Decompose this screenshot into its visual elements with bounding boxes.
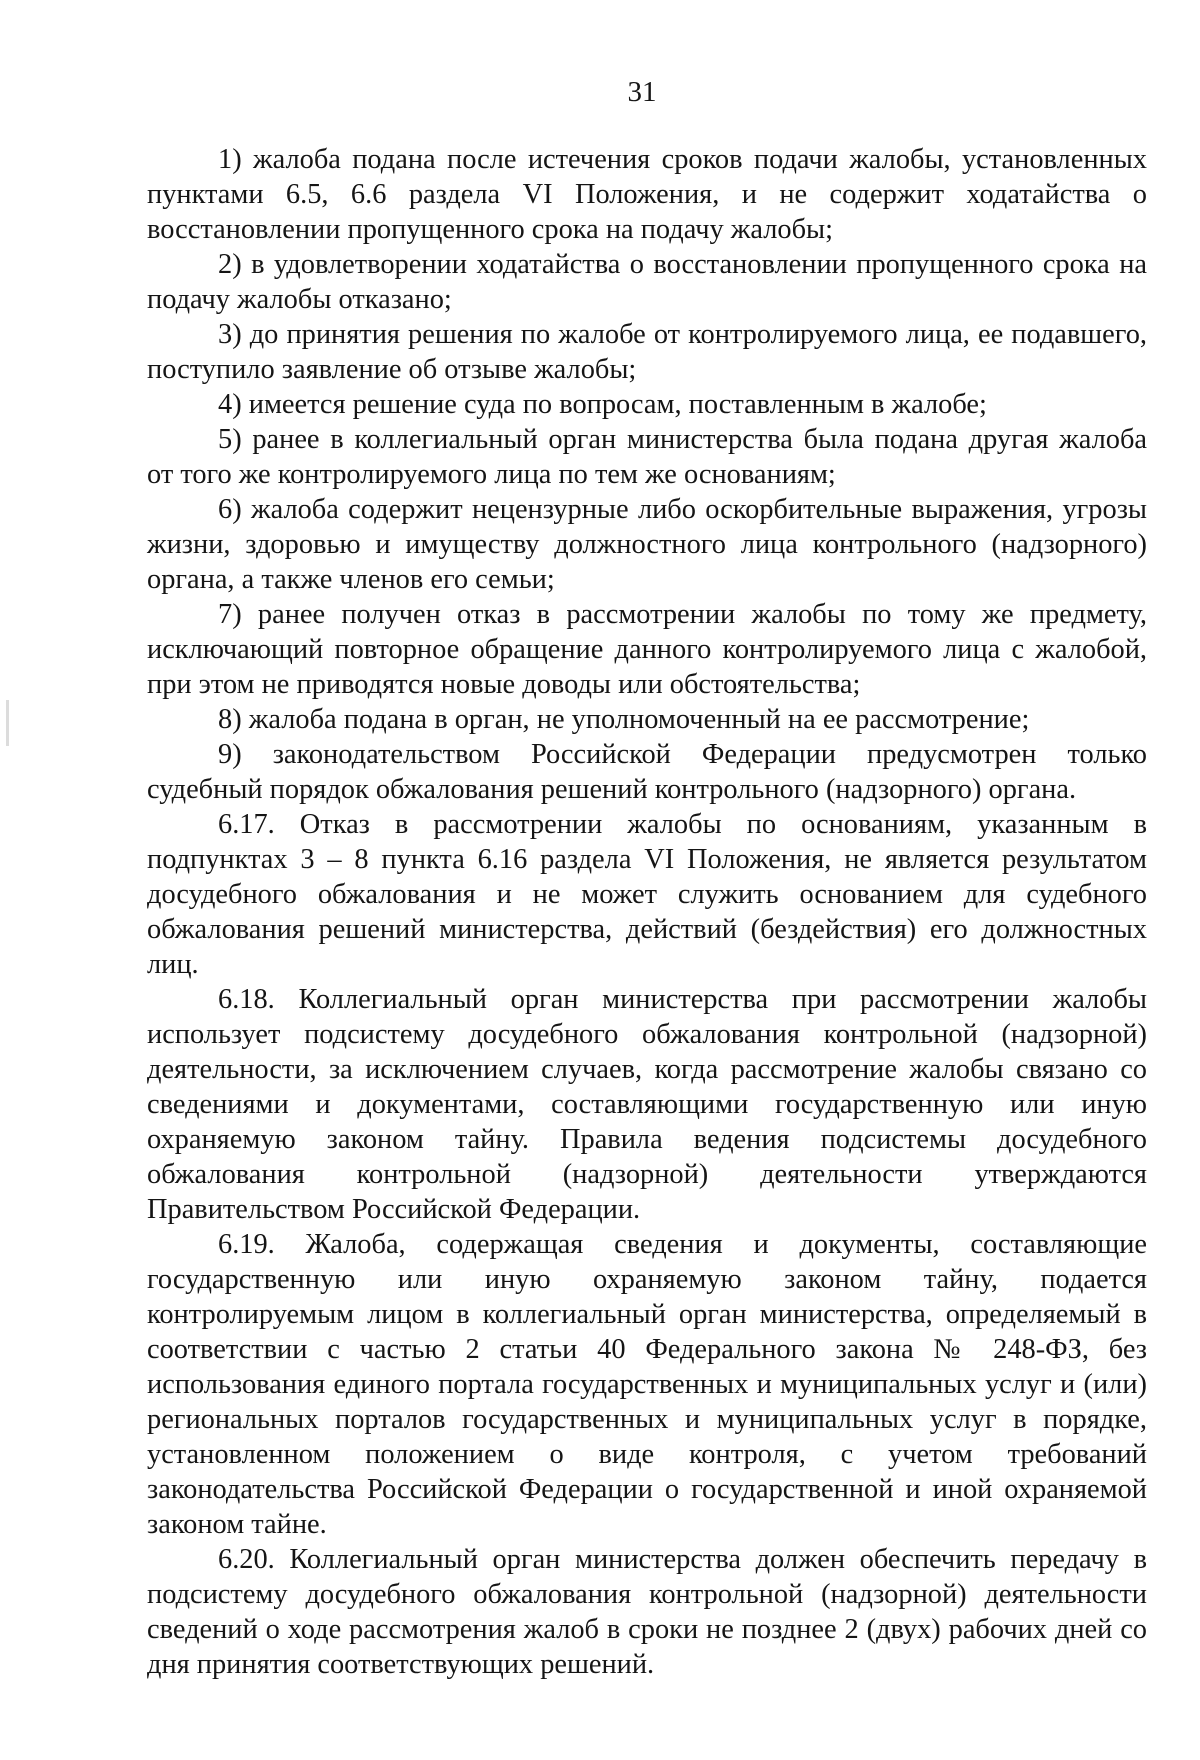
paragraph-item-2: 2) в удовлетворении ходатайства о восстановлении пропущенного срока на подачу жалобы отказано; (147, 249, 1147, 315)
paragraph-item-3: 3) до принятия решения по жалобе от контролируемого лица, ее подавшего, поступило заявление об отзыве жалобы; (147, 319, 1147, 385)
paragraph-item-7: 7) ранее получен отказ в рассмотрении жалобы по тому же предмету, исключающий повторное обращение данного контролируемого лица с жалобой, при этом не приводятся новые доводы или обстоятельства; (147, 599, 1147, 700)
page-number: 31 (627, 76, 657, 108)
paragraph-item-4: 4) имеется решение суда по вопросам, поставленным в жалобе; (218, 389, 987, 420)
section-6-17-paragraph: 6.17. Отказ в рассмотрении жалобы по основаниям, указанным в подпунктах 3 – 8 пункта 6.16 раздела VI Положения, не является результатом досудебного обжалования и не может служить основанием для судебного обжалования решений министерства, действий (бездействия) его должностных лиц. (147, 809, 1147, 980)
scan-edge-mark (6, 700, 9, 746)
section-6-20-paragraph: 6.20. Коллегиальный орган министерства должен обеспечить передачу в подсистему досудебного обжалования контрольной (надзорной) деятельности сведений о ходе рассмотрения жалоб в сроки не позднее 2 (двух) рабочих дней со дня принятия соответствующих решений. (147, 1544, 1147, 1680)
section-6-18-paragraph: 6.18. Коллегиальный орган министерства при рассмотрении жалобы использует подсистему досудебного обжалования контрольной (надзорной) деятельности, за исключением случаев, когда рассмотрение жалобы связано со сведениями и документами, составляющими государственную или иную охраняемую законом тайну. Правила ведения подсистемы досудебного обжалования контрольной (надзорной) деятельности утверждаются Правительством Российской Федерации. (147, 984, 1147, 1225)
document-body (147, 142, 1147, 1682)
paragraph-item-9: 9) законодательством Российской Федерации предусмотрен только судебный порядок обжалования решений контрольного (надзорного) органа. (147, 739, 1147, 805)
paragraph-item-6: 6) жалоба содержит нецензурные либо оскорбительные выражения, угрозы жизни, здоровью и имуществу должностного лица контрольного (надзорного) органа, а также членов его семьи; (147, 494, 1147, 595)
paragraph-item-1: 1) жалоба подана после истечения сроков подачи жалобы, установленных пунктами 6.5, 6.6 раздела VI Положения, и не содержит ходатайства о восстановлении пропущенного срока на подачу жалобы; (147, 144, 1147, 245)
paragraph-item-8: 8) жалоба подана в орган, не уполномоченный на ее рассмотрение; (218, 704, 1030, 735)
section-6-19-paragraph: 6.19. Жалоба, содержащая сведения и документы, составляющие государственную или иную охраняемую законом тайну, подается контролируемым лицом в коллегиальный орган министерства, определяемый в соответствии с частью 2 статьи 40 Федерального закона № 248-ФЗ, без использования единого портала государственных и муниципальных услуг и (или) региональных порталов государственных и муниципальных услуг в порядке, установленном положением о виде контроля, с учетом требований законодательства Российской Федерации о государственной и иной охраняемой законом тайне. (147, 1229, 1147, 1540)
paragraph-item-5: 5) ранее в коллегиальный орган министерства была подана другая жалоба от того же контролируемого лица по тем же основаниям; (147, 424, 1147, 490)
